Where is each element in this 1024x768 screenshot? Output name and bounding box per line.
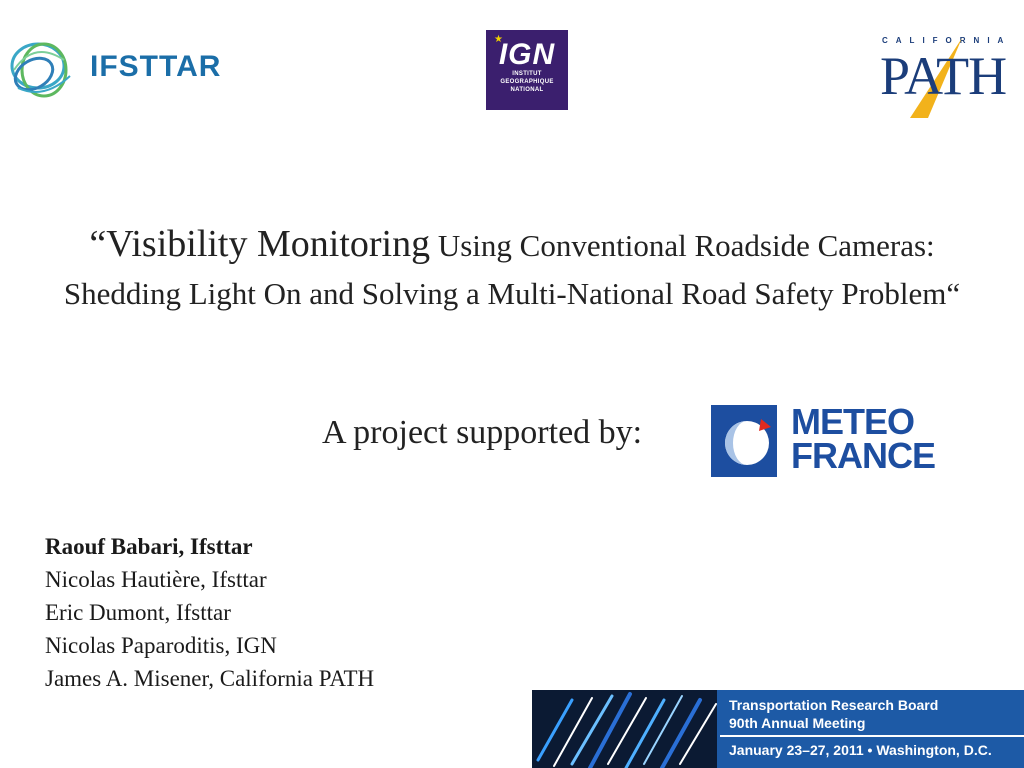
california-path-logo: [876, 36, 1022, 120]
author-item: Nicolas Hautière, Ifsttar: [45, 567, 267, 592]
author-item: James A. Misener, California PATH: [45, 666, 375, 691]
author-list: [45, 530, 374, 695]
path-california-label: CALIFORNIA: [882, 36, 1012, 45]
ifsttar-wordmark: IFSTTAR: [90, 50, 222, 83]
ign-wordmark: IGN: [498, 38, 556, 71]
meteo-line: FRANCE: [791, 435, 935, 476]
star-icon: ★: [494, 34, 503, 45]
meteo-france-logo: [711, 401, 939, 477]
author-item: Nicolas Paparoditis, IGN: [45, 633, 277, 658]
trb-banner-image: [532, 690, 717, 768]
ign-sub-line: INSTITUT: [512, 71, 542, 77]
supported-by-label: A project supported by:: [322, 414, 643, 451]
author-item: Eric Dumont, Ifsttar: [45, 600, 231, 625]
ign-logo: [486, 30, 568, 110]
meteo-emblem-icon: [711, 405, 777, 477]
meteo-line: METEO: [791, 401, 915, 442]
trb-divider: [720, 735, 1024, 737]
author-item: Raouf Babari, Ifsttar: [45, 534, 253, 559]
presentation-title: [40, 220, 984, 318]
trb-dates: January 23–27, 2011 • Washington, D.C.: [729, 742, 992, 758]
meteo-wordmark: [791, 401, 935, 476]
ign-sub-line: GEOGRAPHIQUE: [500, 79, 554, 85]
title-lead: “Visibility Monitoring: [89, 223, 431, 265]
ign-sub-line: NATIONAL: [510, 87, 544, 93]
trb-meeting: 90th Annual Meeting: [729, 715, 866, 731]
ifsttar-logo: [4, 30, 254, 110]
trb-title: Transportation Research Board: [729, 697, 939, 713]
ifsttar-emblem-icon: [4, 30, 84, 110]
path-wordmark: PATH: [880, 46, 1007, 106]
trb-meeting-banner: [532, 690, 1024, 768]
title-rest: Using Conventional Roadside Cameras: Shedding Light On and Solving a Multi-National Road Safety Problem“: [63, 228, 961, 311]
